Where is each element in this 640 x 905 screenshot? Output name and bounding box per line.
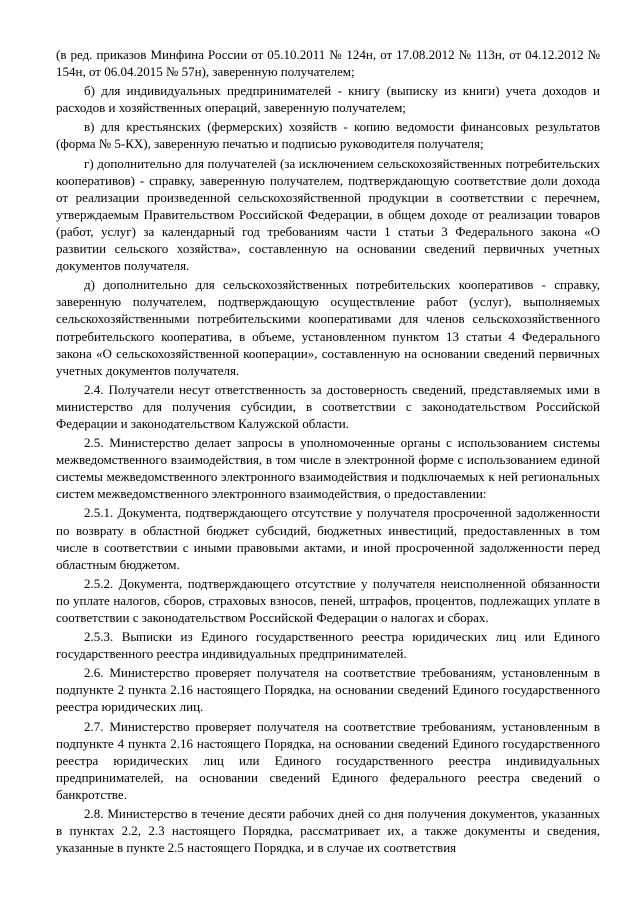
paragraph-2-5: 2.5. Министерство делает запросы в уполномоченные органы с использованием системы межведомственного взаимодействия, в том числе в электронной форме с использованием единой системы межведомственного электронного взаимодействия и подключаемых к ней региональных систем межведомственного электронного взаимодействия, о предоставлении: (56, 435, 600, 502)
paragraph-item-v: в) для крестьянских (фермерских) хозяйств - копию ведомости финансовых результатов (форма № 5-КХ), заверенную печатью и подписью руководителя получателя; (56, 119, 600, 152)
paragraph-item-d: д) дополнительно для сельскохозяйственных потребительских кооперативов - справку, заверенную получателем, подтверждающую осуществление работ (услуг), выполняемых сельскохозяйственными потребительскими кооперативами для членов сельскохозяйственного потребительского кооператива, в объеме, установленном пунктом 13 статьи 4 Федерального закона «О сельскохозяйственной кооперации», составленную на основании сведений первичных учетных документов получателя. (56, 277, 600, 378)
paragraph-2-4: 2.4. Получатели несут ответственность за достоверность сведений, представляемых ими в министерство для получения субсидии, в соответствии с законодательством Российской Федерации и законодательством Калужской области. (56, 381, 600, 431)
paragraph-item-b: б) для индивидуальных предпринимателей - книгу (выписку из книги) учета доходов и расходов и хозяйственных операций, заверенную получателем; (56, 83, 600, 116)
paragraph-2-5-1: 2.5.1. Документа, подтверждающего отсутствие у получателя просроченной задолженности по возврату в областной бюджет субсидий, бюджетных инвестиций, предоставленных в том числе в соответствии с иными правовыми актами, и иной просроченной задолженности перед областным бюджетом. (56, 505, 600, 572)
paragraph-2-8: 2.8. Министерство в течение десяти рабочих дней со дня получения документов, указанных в пунктах 2.2, 2.3 настоящего Порядка, рассматривает их, а также документы и сведения, указанные в пункте 2.5 настоящего Порядка, и в случае их соответствия (56, 806, 600, 856)
paragraph-2-5-2: 2.5.2. Документа, подтверждающего отсутствие у получателя неисполненной обязанности по уплате налогов, сборов, страховых взносов, пеней, штрафов, процентов, подлежащих уплате в соответствии с законодательством Российской Федерации о налогах и сборах. (56, 575, 600, 625)
paragraph-2-5-3: 2.5.3. Выписки из Единого государственного реестра юридических лиц или Единого государственного реестра индивидуальных предпринимателей. (56, 629, 600, 662)
paragraph-amendment-note: (в ред. приказов Минфина России от 05.10.2011 № 124н, от 17.08.2012 № 113н, от 04.12.2012 № 154н, от 06.04.2015 № 57н), заверенную получателем; (56, 47, 600, 80)
paragraph-item-g: г) дополнительно для получателей (за исключением сельскохозяйственных потребительских кооперативов) - справку, заверенную получателем, подтверждающую соответствие доли дохода от реализации произведенной сельскохозяйственной продукции в соответствии с перечнем, утверждаемым Правительством Российской Федерации, в общем доходе от реализации товаров (работ, услуг) за календарный год требованиям части 1 статьи 3 Федерального закона «О развитии сельского хозяйства», составленную на основании сведений первичных учетных документов получателя. (56, 155, 600, 274)
paragraph-2-7: 2.7. Министерство проверяет получателя на соответствие требованиям, установленным в подпункте 4 пункта 2.16 настоящего Порядка, на основании сведений Единого государственного реестра юридических лиц или Единого государственного реестра индивидуальных предпринимателей, на основании сведений Единого федерального реестра сведений о банкротстве. (56, 718, 600, 802)
paragraph-2-6: 2.6. Министерство проверяет получателя на соответствие требованиям, установленным в подпункте 2 пункта 2.16 настоящего Порядка, на основании сведений Единого государственного реестра юридических лиц. (56, 665, 600, 715)
